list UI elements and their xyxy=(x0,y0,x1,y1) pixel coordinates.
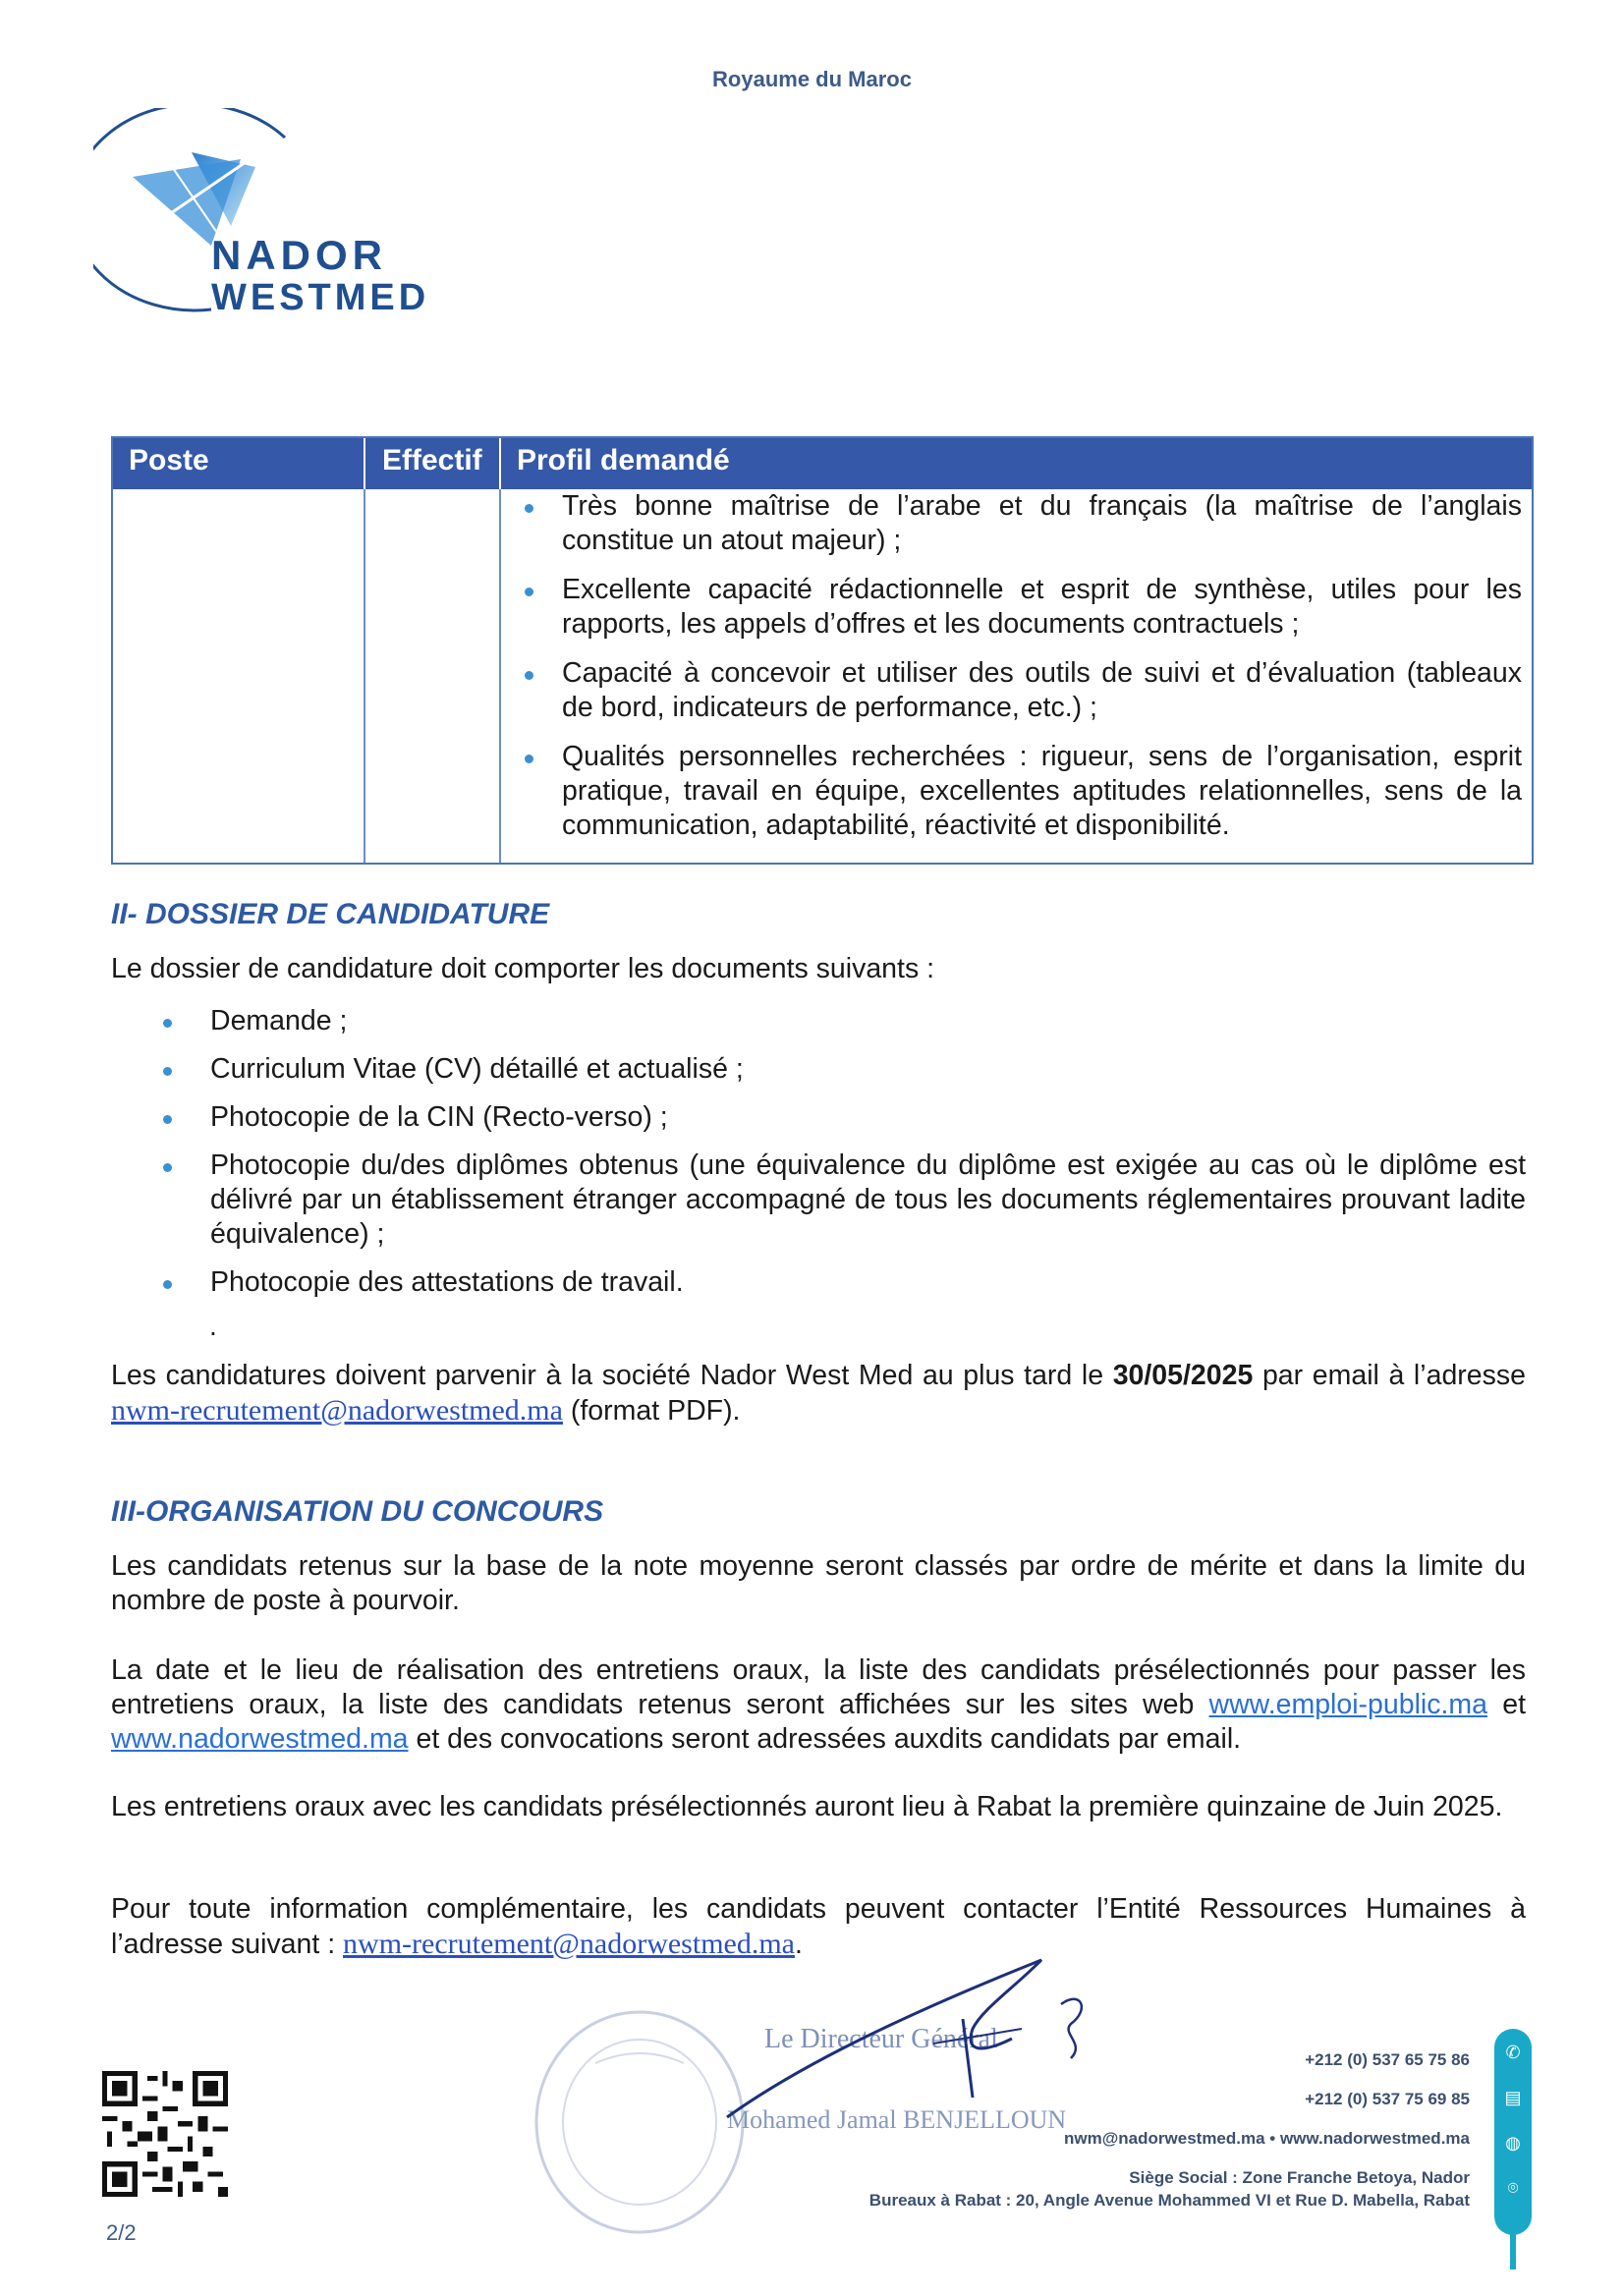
list-item: Photocopie du/des diplômes obtenus (une équivalence du diplôme est exigée au cas où le diplôme est délivré par un établissement étranger accompagné de tous les documents réglementaires prouvant ladite équivalence) ; xyxy=(155,1148,1526,1252)
organisation-text: . xyxy=(795,1929,803,1960)
kingdom-header: Royaume du Maroc xyxy=(712,67,912,91)
handwritten-signature xyxy=(717,1950,1130,2137)
deadline-text: Les candidatures doivent parvenir à la société Nador West Med au plus tard le xyxy=(111,1360,1113,1391)
header-effectif: Effectif xyxy=(382,444,482,476)
nadorwestmed-link[interactable]: www.nadorwestmed.ma xyxy=(111,1723,409,1755)
profile-cell xyxy=(501,489,1522,843)
profile-table xyxy=(111,436,1534,865)
deadline-date: 30/05/2025 xyxy=(1112,1360,1254,1391)
list-item: Photocopie des attestations de travail. xyxy=(155,1265,1526,1300)
list-item: Très bonne maîtrise de l’arabe et du français (la maîtrise de l’anglais constitue un atout majeur) ; xyxy=(501,489,1522,558)
list-item: Capacité à concevoir et utiliser des outils de suivi et d’évaluation (tableaux de bord, indicateurs de performance, etc.) ; xyxy=(501,656,1522,725)
organisation-p2 xyxy=(111,1653,1526,1757)
deadline-text: par email à l’adresse xyxy=(1253,1360,1526,1391)
signatory-name: Mohamed Jamal BENJELLOUN xyxy=(727,2105,1067,2134)
section-heading-organisation: III-ORGANISATION DU CONCOURS xyxy=(111,1495,604,1528)
list-item: Demande ; xyxy=(155,1004,1526,1038)
logo-text-nador: NADOR xyxy=(211,232,387,278)
contact-icon-bar xyxy=(1494,2029,1532,2235)
deadline-paragraph xyxy=(111,1359,1526,1428)
fax-icon: ▤ xyxy=(1504,2088,1522,2107)
qr-code xyxy=(102,2071,228,2197)
address-siege: Siège Social : Zone Franche Betoya, Nador xyxy=(1129,2168,1470,2187)
globe-icon: ◍ xyxy=(1505,2133,1521,2153)
list-item: Excellente capacité rédactionnelle et esprit de synthèse, utiles pour les rapports, les appels d’offres et les documents contractuels ; xyxy=(501,573,1522,642)
table-divider xyxy=(364,438,365,863)
header-divider xyxy=(499,438,501,489)
header-divider xyxy=(364,438,365,489)
list-item: Qualités personnelles recherchées : rigueur, sens de l’organisation, esprit pratique, travail en équipe, excellentes aptitudes relationnelles, sens de la communication, adaptabilité, réactivité et disponibilité. xyxy=(501,740,1522,843)
page-number: 2/2 xyxy=(106,2220,137,2245)
signatory-title: Le Directeur Général xyxy=(764,2024,998,2054)
header-poste: Poste xyxy=(129,444,209,476)
documents-list xyxy=(155,1004,1526,1314)
contact-fax: +212 (0) 537 75 69 85 xyxy=(1305,2090,1470,2108)
contact-phone: +212 (0) 537 65 75 86 xyxy=(1305,2050,1470,2069)
organisation-text: Pour toute information complémentaire, les candidats peuvent contacter l’Entité Ressources Humaines à l’adresse suivant : xyxy=(111,1893,1526,1960)
list-item: Curriculum Vitae (CV) détaillé et actualisé ; xyxy=(155,1052,1526,1087)
section-heading-dossier: II- DOSSIER DE CANDIDATURE xyxy=(111,898,550,930)
table-header xyxy=(113,438,1532,489)
location-pin-icon: ⌾ xyxy=(1507,2178,1519,2198)
contact-web[interactable]: nwm@nadorwestmed.ma • www.nadorwestmed.ma xyxy=(1064,2129,1470,2148)
address-rabat: Bureaux à Rabat : 20, Angle Avenue Mohammed VI et Rue D. Mabella, Rabat xyxy=(868,2191,1470,2210)
dossier-intro: Le dossier de candidature doit comporter les documents suivants : xyxy=(111,953,935,984)
phone-icon: ✆ xyxy=(1505,2043,1521,2062)
organisation-text: et des convocations seront adressées auxdits candidats par email. xyxy=(408,1723,1242,1755)
organisation-text: et xyxy=(1487,1689,1526,1720)
logo-text-westmed: WESTMED xyxy=(211,277,430,318)
stray-dot: . xyxy=(209,1311,217,1341)
organisation-p1: Les candidats retenus sur la base de la note moyenne seront classés par ordre de mérite et dans la limite du nombre de poste à pourvoir. xyxy=(111,1550,1526,1616)
header-profil: Profil demandé xyxy=(517,444,730,476)
organisation-text: La date et le lieu de réalisation des entretiens oraux, la liste des candidats présélectionnés pour passer les entretiens oraux, la liste des candidats retenus seront affichées sur les sites web xyxy=(111,1654,1526,1720)
recruitment-email-link[interactable]: nwm-recrutement@nadorwestmed.ma xyxy=(111,1394,563,1427)
deadline-text: (format PDF). xyxy=(562,1395,741,1427)
list-item: Photocopie de la CIN (Recto-verso) ; xyxy=(155,1100,1526,1135)
organisation-p3: Les entretiens oraux avec les candidats présélectionnés auront lieu à Rabat la première quinzaine de Juin 2025. xyxy=(111,1791,1503,1822)
recruitment-email-link[interactable]: nwm-recrutement@nadorwestmed.ma xyxy=(343,1928,795,1960)
decorative-line xyxy=(1510,2220,1516,2269)
emploi-public-link[interactable]: www.emploi-public.ma xyxy=(1208,1689,1488,1720)
